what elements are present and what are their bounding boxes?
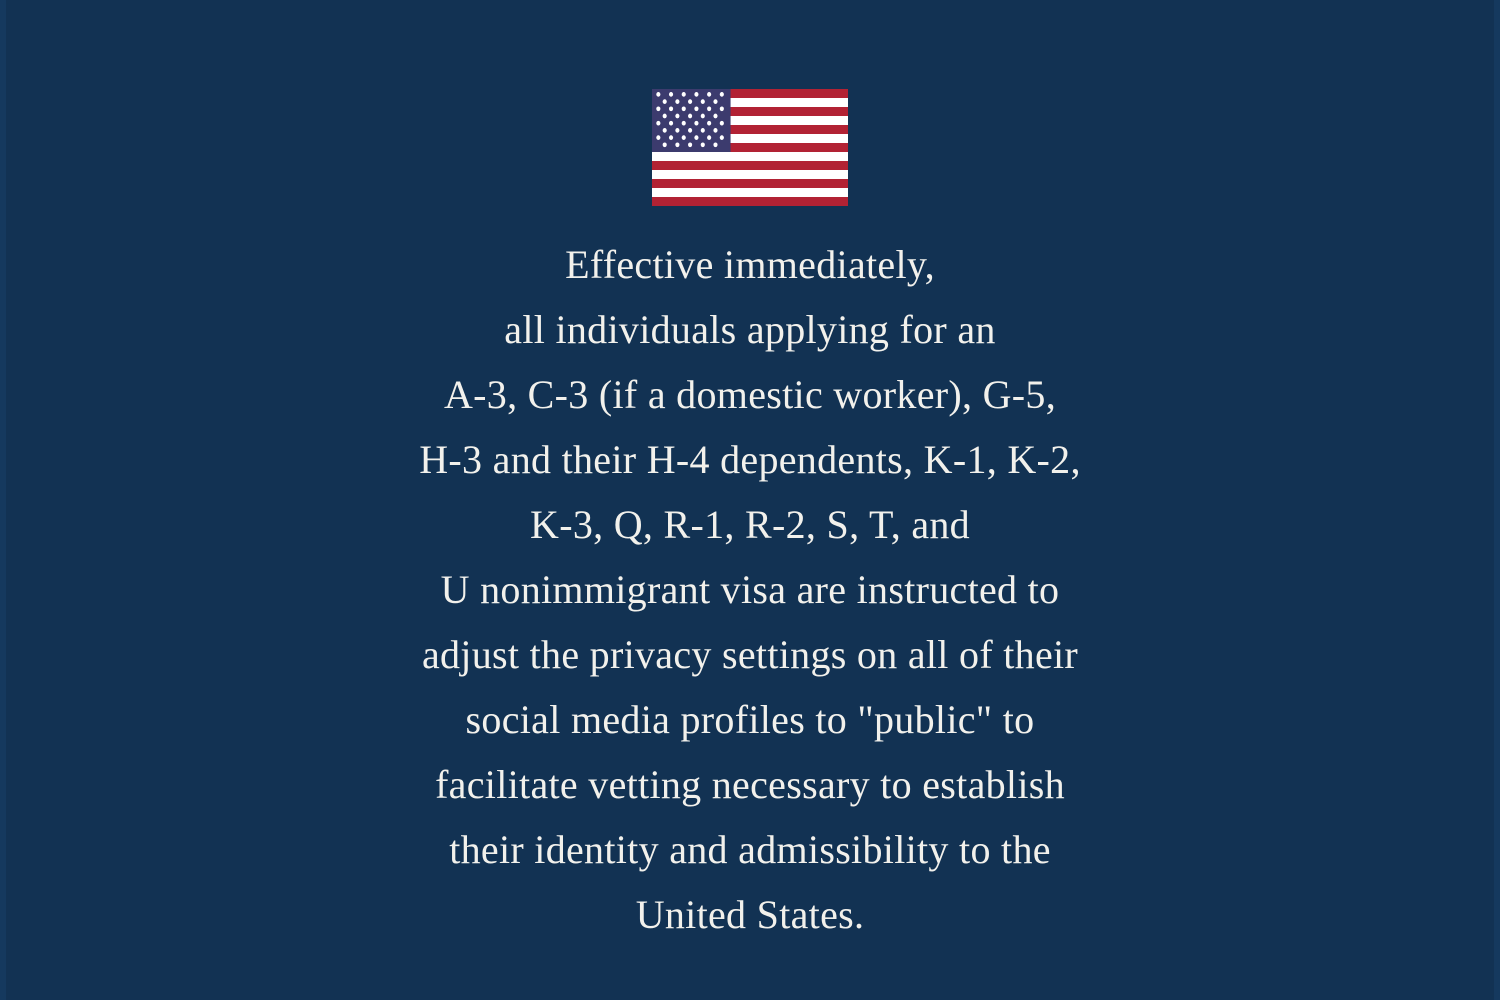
announcement-line: K-3, Q, R-1, R-2, S, T, and (530, 502, 970, 547)
announcement-line: U nonimmigrant visa are instructed to (440, 567, 1060, 612)
right-edge-band (1494, 0, 1500, 1000)
announcement-line: adjust the privacy settings on all of their (421, 632, 1079, 677)
announcement-line: their identity and admissibility to the (449, 827, 1051, 872)
announcement-line: H-3 and their H-4 dependents, K-1, K-2, (419, 437, 1081, 482)
announcement-text (200, 232, 1300, 947)
announcement-line: social media profiles to "public" to (465, 697, 1035, 742)
us-flag-svg (652, 89, 848, 206)
announcement-line: United States. (635, 892, 865, 937)
announcement-line: Effective immediately, (565, 242, 935, 287)
announcement-line: A-3, C-3 (if a domestic worker), G-5, (443, 372, 1057, 417)
us-flag-icon (652, 89, 848, 206)
announcement-line: facilitate vetting necessary to establish (435, 762, 1065, 807)
left-edge-band (0, 0, 6, 1000)
announcement-line: all individuals applying for an (504, 307, 996, 352)
